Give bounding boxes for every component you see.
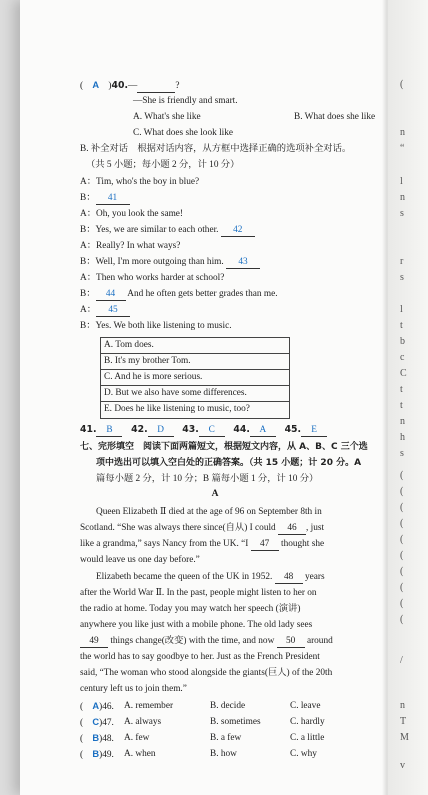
passage-line: would leave us one day before.” <box>80 555 200 565</box>
edge-text: l <box>400 304 403 315</box>
section-7-heading: 七、完形填空 阅读下面两篇短文，根据短文内容，从 A、B、C 三个选 <box>80 442 368 452</box>
dialogue-line-5: A：Really? In what ways? <box>80 241 181 251</box>
answer-42: D <box>148 424 174 437</box>
edge-text: ( <box>400 614 404 625</box>
edge-text: ( <box>400 534 404 545</box>
dialogue-line-10: B：Yes. We both like listening to music. <box>80 321 232 331</box>
edge-text: s <box>400 208 404 219</box>
edge-text: M <box>400 732 409 743</box>
edge-text: ( <box>400 598 404 609</box>
passage-line: the radio at home. Today you may watch her speech (演讲) <box>80 604 301 614</box>
answer-40: A <box>92 80 100 90</box>
edge-text: s <box>400 272 404 283</box>
edge-text: t <box>400 320 403 331</box>
box-divider <box>101 401 289 402</box>
edge-text: t <box>400 384 403 395</box>
edge-text: r <box>400 256 404 267</box>
answer-41: B <box>96 424 122 437</box>
edge-text: ( <box>400 470 404 481</box>
section-b-subtitle: （共 5 小题；每小题 2 分，计 10 分） <box>86 160 240 170</box>
edge-text: n <box>400 416 405 427</box>
edge-text: ( <box>400 518 404 529</box>
box-option-a: A. Tom does. <box>104 340 154 350</box>
options-box <box>100 337 290 419</box>
box-divider <box>101 385 289 386</box>
blank-45: 45 <box>96 304 130 317</box>
edge-text: ( <box>400 502 404 513</box>
answer-45: E <box>301 424 327 437</box>
passage-line: century left us to join them.” <box>80 684 187 694</box>
dialogue-line-1: A：Tim, who's the boy in blue? <box>80 177 200 187</box>
edge-text: c <box>400 352 405 363</box>
edge-text: ( <box>400 486 404 497</box>
passage-line: 49 things change(改变) with the time, and now 50 around <box>80 635 333 648</box>
adjacent-page-edge <box>388 0 428 795</box>
q40-option-c: C. What does she look like <box>133 128 234 138</box>
passage-line: said, “The woman who stood alongside the giants(巨人) of the 20th <box>80 668 333 678</box>
q40-option-b: B. What does she like <box>294 112 376 122</box>
passage-line: Elizabeth became the queen of the UK in 1952. 48 years <box>96 572 325 582</box>
edge-text: ( <box>400 550 404 561</box>
blank-44: 44 <box>96 288 126 301</box>
edge-text: n <box>400 700 405 711</box>
q40-option-a: A. What's she like <box>133 112 201 122</box>
edge-text: “ <box>400 143 405 154</box>
dialogue-line-8: B： 44 And he often gets better grades than me. <box>80 289 278 299</box>
answers-row: 41. B 42. D 43. C 44. A 45. E <box>80 424 327 437</box>
box-option-e: E. Does he like listening to music, too? <box>104 404 250 414</box>
dialogue-line-2: B： 41 <box>80 192 130 205</box>
edge-text: n <box>400 192 405 203</box>
mcq-row-47: ( C)47. A. always B. sometimes C. hardly <box>80 717 325 728</box>
blank-40 <box>137 80 175 93</box>
dialogue-line-3: A：Oh, you look the same! <box>80 209 184 219</box>
passage-label: A <box>211 489 219 499</box>
dialogue-line-9: A： 45 <box>80 304 130 317</box>
box-option-d: D. But we also have some differences. <box>104 388 247 398</box>
question-40: ( A )40.— ? <box>80 80 180 91</box>
dialogue-line-6: B：Well, I'm more outgoing than him. 43 <box>80 256 260 269</box>
edge-text: s <box>400 448 404 459</box>
q40-response: —She is friendly and smart. <box>133 96 238 106</box>
blank-47: 47 <box>251 538 279 551</box>
blank-43: 43 <box>226 256 260 269</box>
blank-41: 41 <box>96 192 130 205</box>
section-b-title: B. 补全对话 根据对话内容，从方框中选择正确的选项补全对话。 <box>80 144 352 154</box>
passage-line: the world has to say goodbye to her. Just as the French President <box>80 652 320 662</box>
edge-text: n <box>400 127 405 138</box>
section-7-heading-2: 项中选出可以填入空白处的正确答案。（共 15 小题；计 20 分。A <box>96 458 362 468</box>
edge-text: ( <box>400 79 404 90</box>
edge-text: h <box>400 432 405 443</box>
passage-line: Queen Elizabeth Ⅱ died at the age of 96 on September 8th in <box>96 507 322 517</box>
dialogue-line-4: B：Yes, we are similar to each other. 42 <box>80 224 255 237</box>
blank-42: 42 <box>221 224 255 237</box>
passage-line: after the World War Ⅱ. In the past, people might listen to her on <box>80 588 317 598</box>
answer-43: C <box>199 424 225 437</box>
passage-line: anywhere you like just with a mobile phone. The old lady sees <box>80 620 313 630</box>
edge-text: T <box>400 716 407 727</box>
passage-line: like a grandma,” says Nancy from the UK. “I 47 thought she <box>80 539 325 549</box>
edge-text: C <box>400 368 407 379</box>
edge-text: t <box>400 400 403 411</box>
edge-text: l <box>400 176 403 187</box>
mcq-row-49: ( B)49. A. when B. how C. why <box>80 749 317 760</box>
blank-46: 46 <box>278 522 306 535</box>
answer-44: A <box>250 424 276 437</box>
box-divider <box>101 369 289 370</box>
dialogue-line-7: A：Then who works harder at school? <box>80 273 225 283</box>
mcq-row-46: ( A)46. A. remember B. decide C. leave <box>80 701 321 712</box>
blank-48: 48 <box>275 571 303 584</box>
box-divider <box>101 353 289 354</box>
section-7-heading-3: 篇每小题 2 分，计 10 分；B 篇每小题 1 分，计 10 分） <box>96 474 319 484</box>
edge-text: b <box>400 336 405 347</box>
blank-49: 49 <box>80 635 108 648</box>
box-option-b: B. It's my brother Tom. <box>104 356 191 366</box>
mcq-row-48: ( B)48. A. few B. a few C. a little <box>80 733 325 744</box>
blank-50: 50 <box>277 635 305 648</box>
edge-text: ( <box>400 566 404 577</box>
passage-line: Scotland. “She was always there since(自从) I could 46 , just <box>80 523 325 533</box>
edge-text: / <box>400 655 403 666</box>
edge-text: ( <box>400 582 404 593</box>
box-option-c: C. And he is more serious. <box>104 372 203 382</box>
edge-text: v <box>400 760 405 771</box>
workbook-page <box>20 0 410 795</box>
